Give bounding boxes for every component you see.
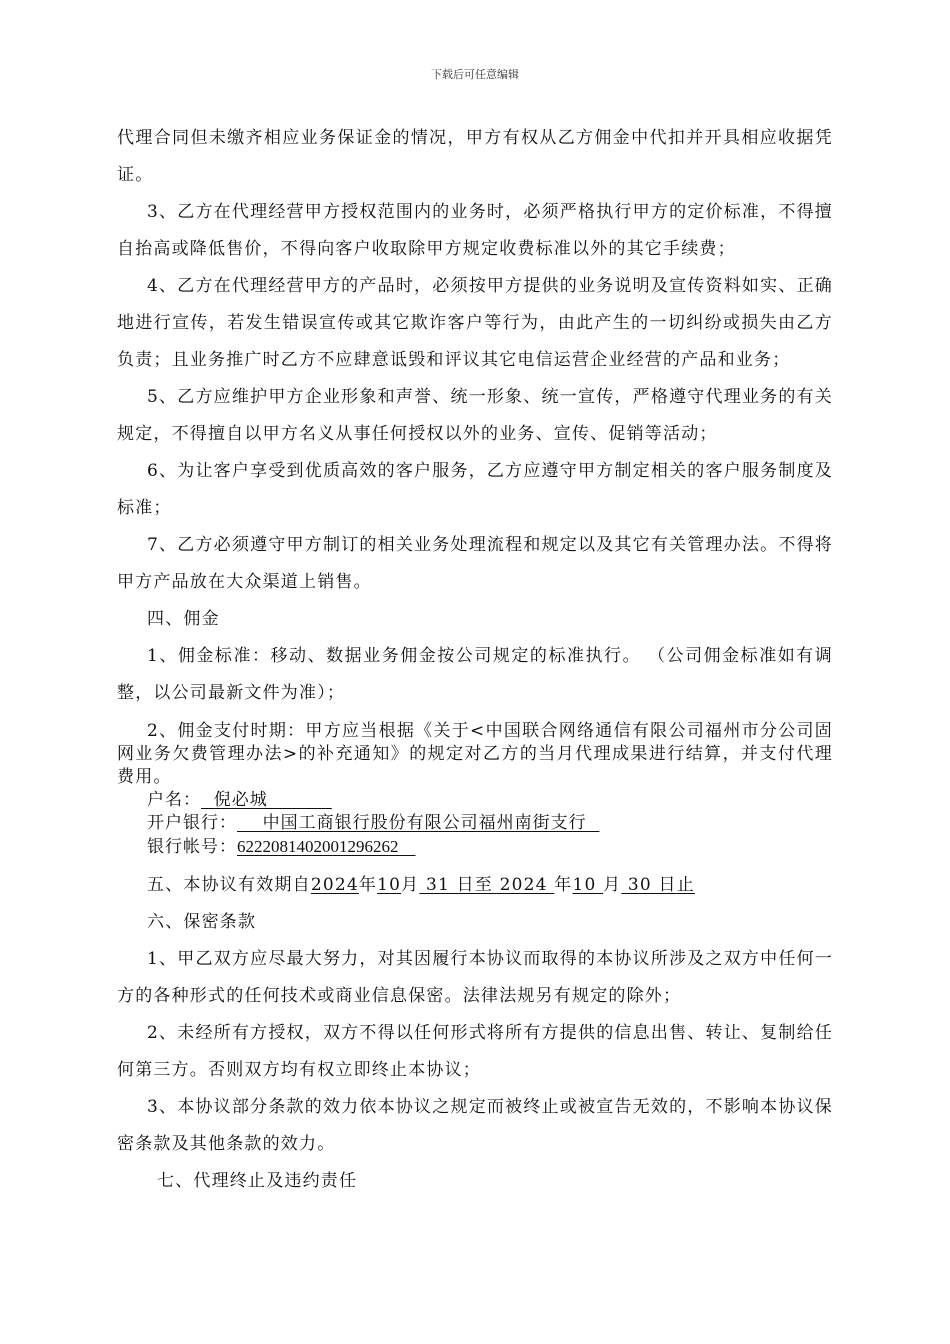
validity-start-year: 2024 — [310, 875, 359, 895]
validity-month-char-1: 月 — [401, 875, 420, 895]
section-4-heading: 四、佣金 — [147, 609, 220, 629]
confidentiality-clause-3: 3、本协议部分条款的效力依本协议之规定而被终止或被宣告无效的，不影响本协议保密条款及其他条款的效力。 — [117, 1097, 833, 1154]
validity-end-month: 10 — [572, 875, 604, 895]
validity-year-char-2: 年 — [554, 875, 573, 895]
validity-start-month: 10 — [377, 875, 402, 895]
validity-prefix: 五、本协议有效期自 — [147, 875, 311, 895]
clause-6-customer-service: 6、为让客户享受到优质高效的客户服务，乙方应遵守甲方制定相关的客户服务制度及标准； — [117, 461, 833, 518]
account-name-value: 倪必城 — [201, 790, 332, 810]
document-body — [117, 120, 833, 1200]
account-number-value: 6222081402001296262 — [237, 837, 416, 856]
confidentiality-clause-2: 2、未经所有方授权，双方不得以任何形式将所有方提供的信息出售、转让、复制给任何第三方。否则双方均有权立即终止本协议； — [117, 1023, 833, 1080]
validity-period — [117, 867, 833, 904]
clause-3-pricing: 3、乙方在代理经营甲方授权范围内的业务时，必须严格执行甲方的定价标准，不得擅自抬高或降低售价，不得向客户收取除甲方规定收费标准以外的其它手续费； — [117, 202, 833, 259]
validity-month-char-2: 月 — [603, 875, 622, 895]
paragraph-margin-deposit: 代理合同但未缴齐相应业务保证金的情况，甲方有权从乙方佣金中代扣并开具相应收据凭证。 — [117, 128, 833, 185]
validity-year-char-1: 年 — [358, 875, 378, 895]
commission-payment-period: 2、佣金支付时期：甲方应当根据《关于<中国联合网络通信有限公司福州市分公司固网业务欠费管理办法>的补充通知》的规定对乙方的当月代理成果进行结算，并支付代理费用。 — [117, 721, 833, 787]
clause-5-brand-image: 5、乙方应维护甲方企业形象和声誉、统一形象、统一宣传，严格遵守代理业务的有关规定，不得擅自以甲方名义从事任何授权以外的业务、宣传、促销等活动； — [117, 387, 833, 444]
confidentiality-clause-1: 1、甲乙双方应尽最大努力，对其因履行本协议而取得的本协议所涉及之双方中任何一方的各种形式的任何技术或商业信息保密。法律法规另有规定的除外； — [117, 949, 833, 1006]
bank-name-label: 开户银行： — [147, 813, 237, 833]
section-7-heading: 七、代理终止及违约责任 — [157, 1171, 358, 1191]
commission-standard: 1、佣金标准：移动、数据业务佣金按公司规定的标准执行。 （公司佣金标准如有调整，以公司最新文件为准）； — [117, 646, 833, 703]
account-number-label: 银行帐号： — [147, 837, 237, 857]
section-6-heading: 六、保密条款 — [147, 912, 257, 932]
bank-name-row — [117, 812, 833, 835]
header-note: 下载后可任意编辑 — [431, 68, 519, 81]
bank-name-value: 中国工商银行股份有限公司福州南街支行 — [237, 813, 600, 833]
clause-4-promotion: 4、乙方在代理经营甲方的产品时，必须按甲方提供的业务说明及宣传资料如实、正确地进行宣传，若发生错误宣传或其它欺诈客户等行为，由此产生的一切纠纷或损失由乙方负责；且业务推广时乙方不应肆意诋毁和评议其它电信运营企业经营的产品和业务； — [117, 276, 833, 370]
clause-7-procedures: 7、乙方必须遵守甲方制订的相关业务处理流程和规定以及其它有关管理办法。不得将甲方产品放在大众渠道上销售。 — [117, 535, 833, 592]
account-number-row — [117, 835, 833, 859]
validity-start-day: 31 日至 2024 — [419, 875, 555, 895]
validity-end-day: 30 日止 — [621, 875, 695, 895]
account-name-label: 户名： — [147, 790, 201, 810]
account-name-row — [117, 789, 833, 812]
